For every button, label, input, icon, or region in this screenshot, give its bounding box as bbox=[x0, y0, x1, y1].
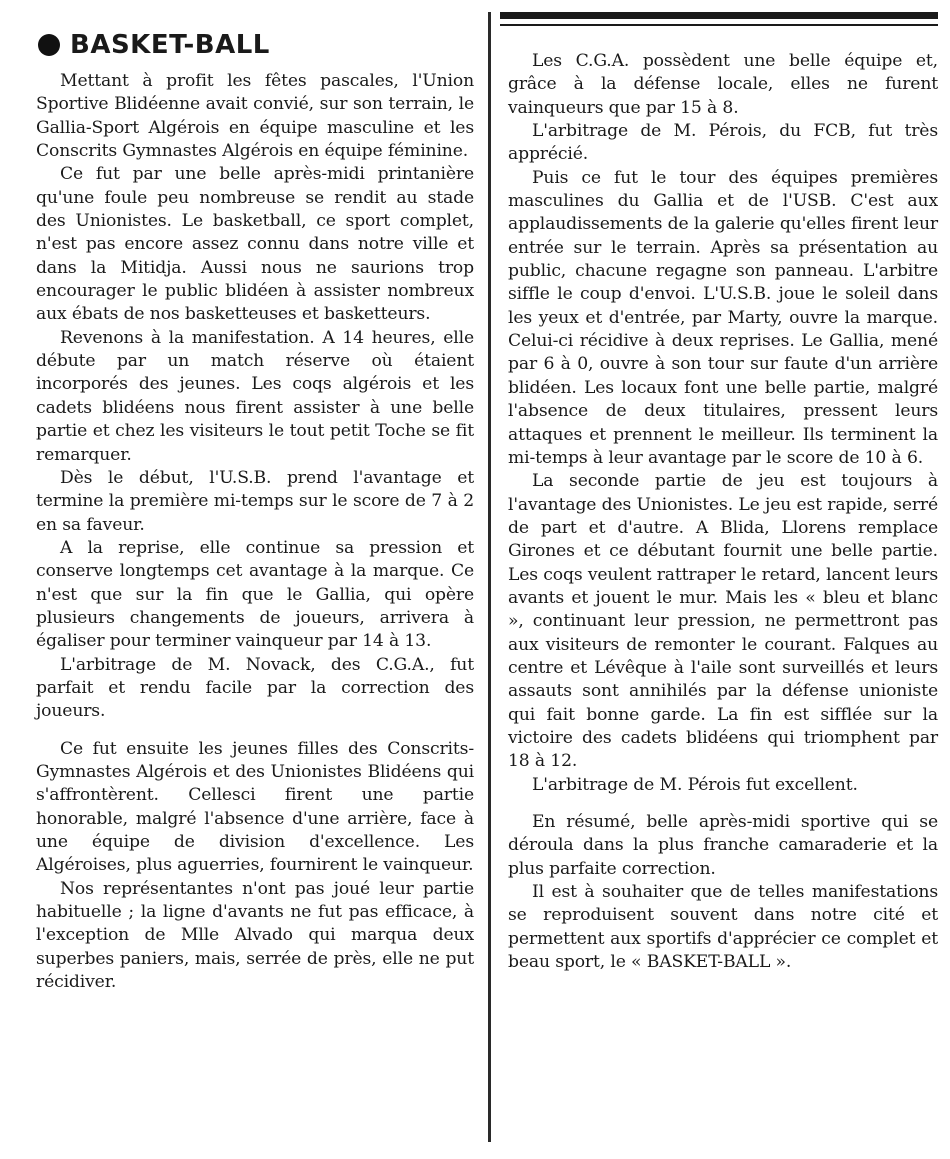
paragraph: L'arbitrage de M. Novack, des C.G.A., fut parfait et rendu facile par la correction des joueurs. bbox=[36, 654, 474, 722]
paragraph: L'arbitrage de M. Pérois, du FCB, fut très apprécié. bbox=[508, 121, 938, 165]
paragraph: Mettant à profit les fêtes pascales, l'Union Sportive Blidéenne avait convié, sur son terrain, le Gallia-Sport Algérois en équipe masculine et les Conscrits Gymnastes Algérois en équipe féminine. bbox=[36, 71, 474, 162]
article-title: BASKET-BALL bbox=[70, 30, 270, 60]
paragraph: Il est à souhaiter que de telles manifestations se reproduisent souvent dans notre cité et permettent aux sportifs d'apprécier ce complet et beau sport, le « BASKET-BALL ». bbox=[508, 882, 938, 973]
paragraph: Ce fut ensuite les jeunes filles des Conscrits-Gymnastes Algérois et des Unionistes Blidéens qui s'affrontèrent. Cellesci firent une partie honorable, malgré l'absence d'une arrière, face à une équipe de division d'excellence. Les Algéroises, plus aguerries, fournirent le vainqueur. bbox=[36, 738, 474, 876]
paragraph: La seconde partie de jeu est toujours à l'avantage des Unionistes. Le jeu est rapide, serré de part et d'autre. A Blida, Llorens remplace Girones et ce débutant fournit une belle partie. Les coqs veulent rattraper le retard, lancent leurs avants et jouent le mur. Mais les « bleu et blanc », continuant leur pression, ne permettront pas aux visiteurs de remonter le courant. Falques au centre et Lévêque à l'aile sont surveillés et leurs assauts sont annihilés par la défense unioniste qui fait bonne garde. La fin est sifflée sur la victoire des cadets blidéens qui triomphent par 18 à 12. bbox=[508, 471, 938, 772]
paragraph: En résumé, belle après-midi sportive qui se déroula dans la plus franche camaraderie et la plus parfaite correction. bbox=[508, 812, 938, 879]
paragraph: L'arbitrage de M. Pérois fut excellent. bbox=[532, 774, 858, 795]
paragraph: Nos représentantes n'ont pas joué leur partie habituelle ; la ligne d'avants ne fut pas efficace, à l'exception de Mlle Alvado qui marqua deux superbes paniers, mais, serrée de près, elle ne put récidiver. bbox=[36, 878, 474, 993]
left-column bbox=[16, 0, 482, 994]
paragraph: A la reprise, elle continue sa pression et conserve longtemps cet avantage à la marque. Ce n'est que sur la fin que le Gallia, qui opère plusieurs changements de joueurs, arrivera à égaliser pour terminer vainqueur par 14 à 13. bbox=[36, 537, 474, 652]
paragraph: Puis ce fut le tour des équipes premières masculines du Gallia et de l'USB. C'est aux applaudissements de la galerie qu'elles firent leur entrée sur le terrain. Après sa présentation au public, chacune regagne son panneau. L'arbitre siffle le coup d'envoi. L'U.S.B. joue le soleil dans les yeux et d'entrée, par Marty, ouvre la marque. Celui-ci récidive à deux reprises. Le Gallia, mené par 6 à 0, ouvre à son tour sur faute d'un arrière blidéen. Les locaux font une belle partie, malgré l'absence de deux titulaires, pressent leurs attaques et prennent le meilleur. Ils terminent la mi-temps à leur avantage par le score de 10 à 6. bbox=[508, 167, 938, 468]
paragraph: Ce fut par une belle après-midi printanière qu'une foule peu nombreuse se rendit au stade des Unionistes. Le basketball, ce sport complet, n'est pas encore assez connu dans notre ville et dans la Mitidja. Aussi nous ne saurions trop encourager le public blidéen à assister nombreux aux ébats de nos basketteuses et basketteurs. bbox=[36, 164, 474, 325]
right-column bbox=[500, 0, 944, 974]
bullet-icon bbox=[38, 34, 60, 56]
paragraph: Revenons à la manifestation. A 14 heures, elle débute par un match réserve où étaient incorporés des jeunes. Les coqs algérois et les cadets blidéens nous firent assister à une belle partie et chez les visiteurs le tout petit Toche se fit remarquer. bbox=[36, 327, 474, 465]
article-heading bbox=[38, 30, 474, 60]
column-divider bbox=[488, 12, 491, 1142]
paragraph: Les C.G.A. possèdent une belle équipe et, grâce à la défense locale, elles ne furent vainqueurs que par 15 à 8. bbox=[508, 51, 938, 118]
paragraph: Dès le début, l'U.S.B. prend l'avantage et termine la première mi-temps sur le score de 7 à 2 en sa faveur. bbox=[36, 467, 474, 535]
